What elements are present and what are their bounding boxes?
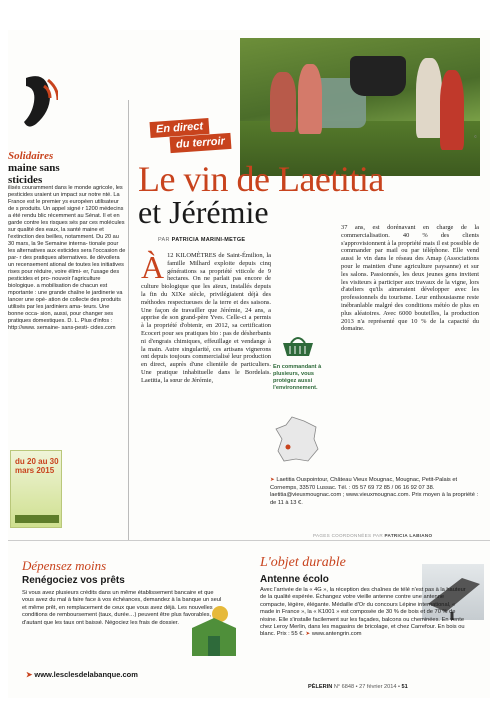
magazine-page [8,30,490,698]
ear-sound-icon [18,72,58,130]
byline-prefix: PAR [158,237,170,243]
page-footer [308,684,408,690]
product-rubric: L'objet durable [260,555,346,570]
contact-info-text: Laetitia Ouspointour, Château Vieux Mougnac, Mougnac, Petit-Palais et Cornemps, 33570 Lussac. Tél. : 05 57 69 72 85 / 06 16 92 07 38. laetitia@vieuxmougnac.com ; www.vieuxmougnac.com. Prix moyen à la propriété : de 11 à 13 €. [270,477,479,506]
tip-rubric: Dépensez moins [22,558,107,573]
product-title: Antenne écolo [260,574,329,585]
drop-cap: À [141,249,165,285]
shopping-basket-icon [281,335,315,357]
section-divider [8,540,490,541]
person-figure [298,64,322,134]
arrow-icon: ➤ [26,670,35,679]
pages-credit-prefix: PAGES COORDONNÉES PAR [313,533,383,538]
poster-dates: du 20 au 30 mars 2015 [15,457,59,475]
pages-credit-name: PATRICIA LABIANO [384,533,433,538]
photo-credit: © [474,134,477,139]
sidebar-heading [8,150,120,186]
sidebar-title-line1: maine sans [8,162,60,174]
environment-note-text: En commandant à plusieurs, vous protégez aussi l'environnement. [273,364,322,391]
tip-link[interactable] [26,670,138,679]
france-map-icon [274,415,320,465]
person-figure [416,58,442,138]
vineyard-photo [240,38,480,176]
article-column-1-text: 12 KILOMÈTRES de Saint-Émilion, la famille Milhard exploite depuis cinq générations sa propriété viticole de 9 hectares. On ne parlait pas encore de culture biologique que les aïeux, installés depuis la fin du XIXe siècle, privilégiaient déjà des méthodes respectueuses de la terre et des saisons. Une façon de travailler que Jérémie, 24 ans, a apprise de son grand-père Yves. Celle-ci a permis à la propriété d'obtenir, en 2012, sa certification Ecocert pour ses pratiques bio : pas de désherbants ni d'engrais chimiques, effeuillage et vendange à la main. Autre singularité, ces artisans vignerons ont depuis toujours commercialisé leur production en direct, auprès d'une clientèle de particuliers. Une pratique inhabituelle dans le Bordelais. Laetitia, la sœur de Jérémie, [141,252,271,384]
rubric-tag-line1: En direct [150,118,210,138]
pages-credit [313,533,432,538]
person-figure [270,72,296,132]
grape-basket [350,56,406,96]
page-number: 51 [401,684,408,690]
product-body-text: Avec l'arrivée de la « 4G », la réception des chaînes de télé n'est pas à la hauteur de la qualité espérée. Échangez votre vieille antenne contre une antenne compacte, légère, élégante. Médaille d'Or du concours Lépine international, « made in France », la « K1001 » est composée de 30 % de bois et de 70 % de résine. Elle s'installe facilement sur les façades, balcons ou cheminées. En vente chez Leroy Merlin, dans les magasins de bricolage, et chez Carrefour. En bois ou blanc. Prix : 55 €. [260,587,466,638]
sidebar-title-line2: sticides [8,174,43,186]
piggy-bank-icon [186,604,242,660]
product-body [260,587,468,639]
arrow-icon: ➤ [270,477,277,483]
column-divider [128,100,129,540]
article-headline-line2: et Jérémie [138,194,269,230]
tip-title: Renégociez vos prêts [22,575,125,586]
article-headline: Le vin de Laetitia [138,159,384,199]
magazine-name: PÈLERIN [308,684,333,690]
byline [158,237,245,243]
sidebar-rubric: Solidaires [8,150,54,162]
tip-body: Si vous avez plusieurs crédits dans un même établissement bancaire et que vous avez du mal à faire face à vos échéances, demandez à la banque un seul et même prêt, en remplacement de ceux que vous avez déjà. Les nouvelles conditions de remboursement (taux, durée…) peuvent être plus favorables, d'autant que les taux ont baissé. Négociez les frais de dossier. [22,590,222,626]
person-figure [440,70,464,150]
arrow-icon: ➤ [305,631,312,638]
event-poster [10,450,62,528]
poster-footer-bar [15,515,59,523]
contact-info [270,477,482,507]
product-link[interactable]: www.antengrin.com [311,631,362,638]
sidebar-body: ilisés couramment dans le monde agricole, les pesticides uraient un impact sur notre nté. La France est le premier ys européen utilisateur de s produits. Un appel signé r 1200 médecins a été rendu blic récemment au Sénat. Il et en garde contre les risques sés par ces molécules sur qualité des eaux, la santé maine et l'extinction des beilles, notamment. Du 20 au 30 mars, la 9e Semaine interna- tionale pour les alternatives aux esticides sera l'occasion de par- r des pratiques alternatives. ile dévoilera un recensement ational de toutes les initiatives rises pour réduire, voire élimi- er, l'usage des pesticides et pro- nouvoir l'agriculture biologique. a mobilisation de chacun est mportante : une grande chaîne le jardinerie va lancer une opé- ation de collecte des produits utilisés par les jardiniers ama- teurs. Une bonne occa- sion, aussi, pour changer ses pratiques domestiques. D. L. Plus d'infos : http://www. semaine- sans-pesti- cides.com [8,185,126,331]
article-column-2: 37 ans, est dorénavant en charge de la commercialisation. 40 % des clients s'approvisionnent à la propriété mais il est possible de commander par mail ou par téléphone. Elle vend aussi le vin dans le réseau des Amap (Associations pour le maintien d'une agriculture paysanne) et sur les salons. Passionnés, les deux jeunes gens invitent les visiteurs à participer aux travaux de la vigne, lors d'ateliers qu'ils aimeraient développer avec les professionnels du tourisme. Leur enthousiasme reste inébranlable malgré des conditions météo de plus en plus aléatoires. Avec 6000 bouteilles, la production 2013 n'a représenté que 10 % de la capacité du domaine. [341,224,479,333]
environment-note [273,335,335,392]
issue-info: N° 6848 • 27 février 2014 • [333,684,400,690]
rubric-tag-line2: du terroir [170,133,232,153]
article-column-1 [141,249,271,385]
byline-author: PATRICIA MARINI-METGE [171,237,246,243]
tip-link-text[interactable]: www.lesclesdelabanque.com [34,670,138,679]
